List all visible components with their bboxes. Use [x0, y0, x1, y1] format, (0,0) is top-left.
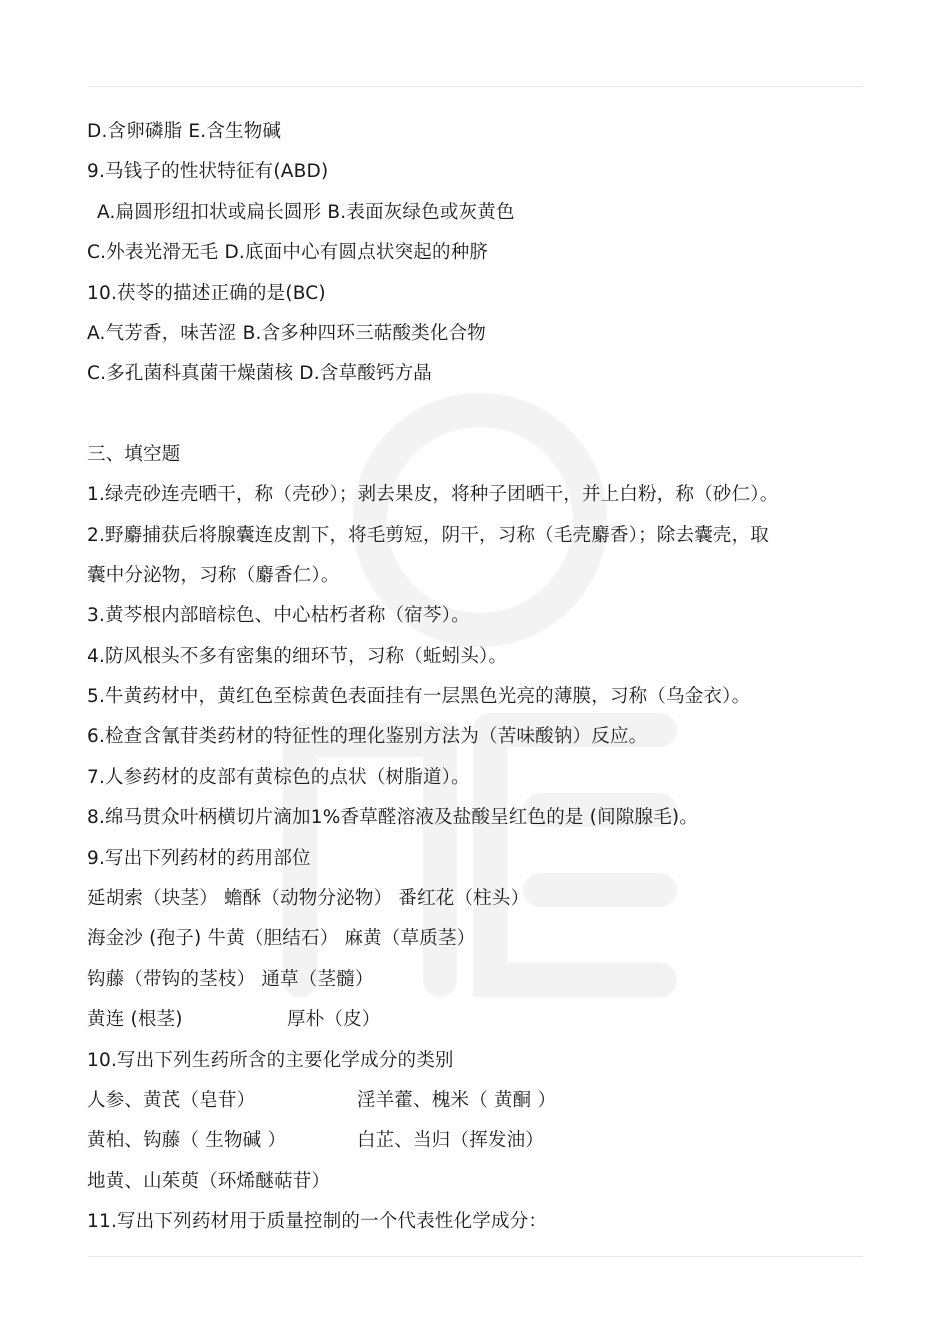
text-line: 10.写出下列生药所含的主要化学成分的类别	[87, 1049, 454, 1071]
text-line: 9.写出下列药材的药用部位	[87, 847, 311, 869]
text-line: 地黄、山茱萸（环烯醚萜苷）	[87, 1170, 331, 1192]
question-title: 9.马钱子的性状特征有(ABD)	[87, 161, 329, 183]
text-line: 4.防风根头不多有密集的细环节，习称（蚯蚓头）。	[87, 645, 508, 667]
answer-cell: 黄柏、钩藤（ 生物碱 ）	[87, 1130, 287, 1152]
answer-cell: 黄连 (根茎)	[87, 1009, 183, 1031]
text-line: 延胡索（块茎） 蟾酥（动物分泌物） 番红花（柱头）	[87, 888, 530, 910]
text-line	[87, 1121, 887, 1161]
answer-cell: 厚朴（皮）	[287, 1009, 381, 1031]
text-line	[87, 1081, 887, 1121]
footer-rule	[88, 1256, 863, 1257]
header-rule	[88, 86, 863, 87]
option-line: A.扁圆形纽扣状或扁长圆形 B.表面灰绿色或灰黄色	[97, 201, 515, 223]
text-line: D.含卵磷脂 E.含生物碱	[87, 121, 282, 142]
text-line: 6.检查含氰苷类药材的特征性的理化鉴别方法为（苦味酸钠）反应。	[87, 726, 648, 748]
text-line: 1.绿壳砂连壳晒干，称（壳砂）；剥去果皮，将种子团晒干，并上白粉，称（砂仁）。	[87, 484, 779, 506]
text-line: 7.人参药材的皮部有黄棕色的点状（树脂道）。	[87, 766, 470, 788]
text-line: 海金沙 (孢子) 牛黄（胆结石） 麻黄（草质茎）	[87, 928, 476, 950]
text-line	[87, 1000, 887, 1040]
text-line: 2.野麝捕获后将腺囊连皮割下，将毛剪短，阴干，习称（毛壳麝香）；除去囊壳，取	[87, 524, 770, 546]
text-line: 囊中分泌物，习称（麝香仁）。	[87, 564, 340, 586]
answer-cell: 白芷、当归（挥发油）	[357, 1130, 545, 1152]
answer-cell: 淫羊藿、槐米（ 黄酮 ）	[357, 1089, 557, 1111]
text-line: 5.牛黄药材中，黄红色至棕黄色表面挂有一层黑色光亮的薄膜，习称（乌金衣）。	[87, 686, 751, 708]
document-body	[87, 112, 887, 1243]
question-title: 10.茯苓的描述正确的是(BC)	[87, 282, 326, 304]
option-line: C.外表光滑无毛 D.底面中心有圆点状突起的种脐	[87, 242, 489, 264]
answer-cell: 人参、黄芪（皂苷）	[87, 1089, 256, 1111]
text-line: 11.写出下列药材用于质量控制的一个代表性化学成分：	[87, 1211, 548, 1233]
text-line: 钩藤（带钩的茎枝） 通草（茎髓）	[87, 968, 374, 990]
option-line: C.多孔菌科真菌干燥菌核 D.含草酸钙方晶	[87, 363, 433, 385]
text-line: 8.绵马贯众叶柄横切片滴加1%香草醛溶液及盐酸呈红色的是 (间隙腺毛)。	[87, 807, 699, 829]
option-line: A.气芳香，味苦涩 B.含多种四环三萜酸类化合物	[87, 322, 486, 344]
section-heading: 三、填空题	[87, 443, 181, 465]
text-line: 3.黄芩根内部暗棕色、中心枯朽者称（宿芩）。	[87, 605, 470, 627]
